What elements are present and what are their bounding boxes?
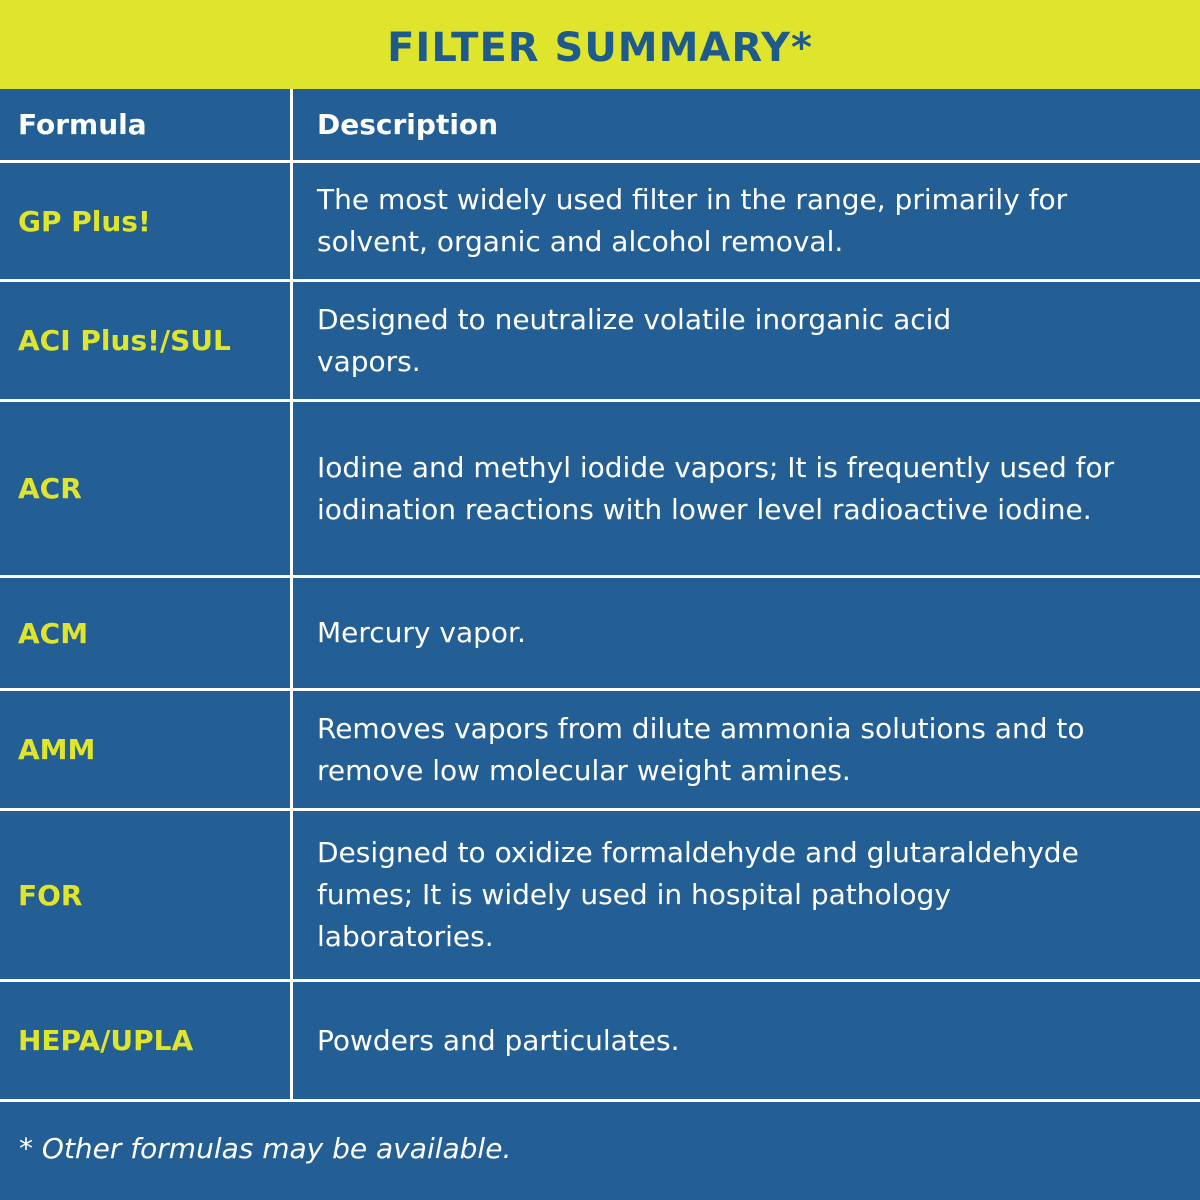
title-bar (0, 0, 1200, 89)
formula-name: ACR (18, 472, 82, 505)
footnote: * Other formulas may be available. (19, 1132, 512, 1165)
formula-cell (0, 691, 293, 808)
table-row (0, 578, 1200, 691)
formula-cell (0, 811, 293, 979)
page-title: FILTER SUMMARY* (387, 24, 813, 71)
description-cell (296, 282, 1200, 399)
formula-description: Powders and particulates. (317, 1023, 680, 1057)
header-cell-formula (0, 89, 293, 160)
formula-name: HEPA/UPLA (18, 1024, 194, 1057)
table-row (0, 282, 1200, 402)
table-row (0, 402, 1200, 578)
description-cell (296, 578, 1200, 688)
formula-description: Iodine and methyl iodide vapors; It is frequently used for iodination reactions with lower level radioactive iodine. (317, 450, 1115, 526)
table-header-row (0, 89, 1200, 163)
formula-description: Designed to neutralize volatile inorganic acid vapors. (317, 302, 952, 378)
formula-description: Mercury vapor. (317, 616, 526, 649)
formula-cell (0, 282, 293, 399)
table-row (0, 163, 1200, 282)
description-cell (296, 982, 1200, 1099)
table-row (0, 811, 1200, 982)
description-cell (296, 691, 1200, 808)
formula-cell (0, 982, 293, 1099)
formula-name: ACM (18, 616, 89, 650)
table-row (0, 982, 1200, 1102)
formula-name: GP Plus! (18, 204, 151, 238)
description-cell (296, 811, 1200, 979)
formula-cell (0, 163, 293, 279)
formula-description: Removes vapors from dilute ammonia solutions and to remove low molecular weight amines. (317, 711, 1085, 787)
description-cell (296, 402, 1200, 575)
formula-name: FOR (18, 878, 83, 912)
header-formula-label: Formula (18, 108, 147, 141)
formula-cell (0, 578, 293, 688)
formula-name: AMM (18, 733, 96, 766)
header-cell-description (296, 89, 1200, 160)
formula-name: ACI Plus!/SUL (18, 324, 231, 357)
formula-description: Designed to oxidize formaldehyde and glutaraldehyde fumes; It is widely used in hospital pathology laboratories. (317, 836, 1079, 953)
description-cell (296, 163, 1200, 279)
table-row (0, 691, 1200, 811)
header-description-label: Description (317, 108, 499, 141)
formula-description: The most widely used filter in the range, primarily for solvent, organic and alcohol removal. (317, 183, 1068, 258)
formula-cell (0, 402, 293, 575)
